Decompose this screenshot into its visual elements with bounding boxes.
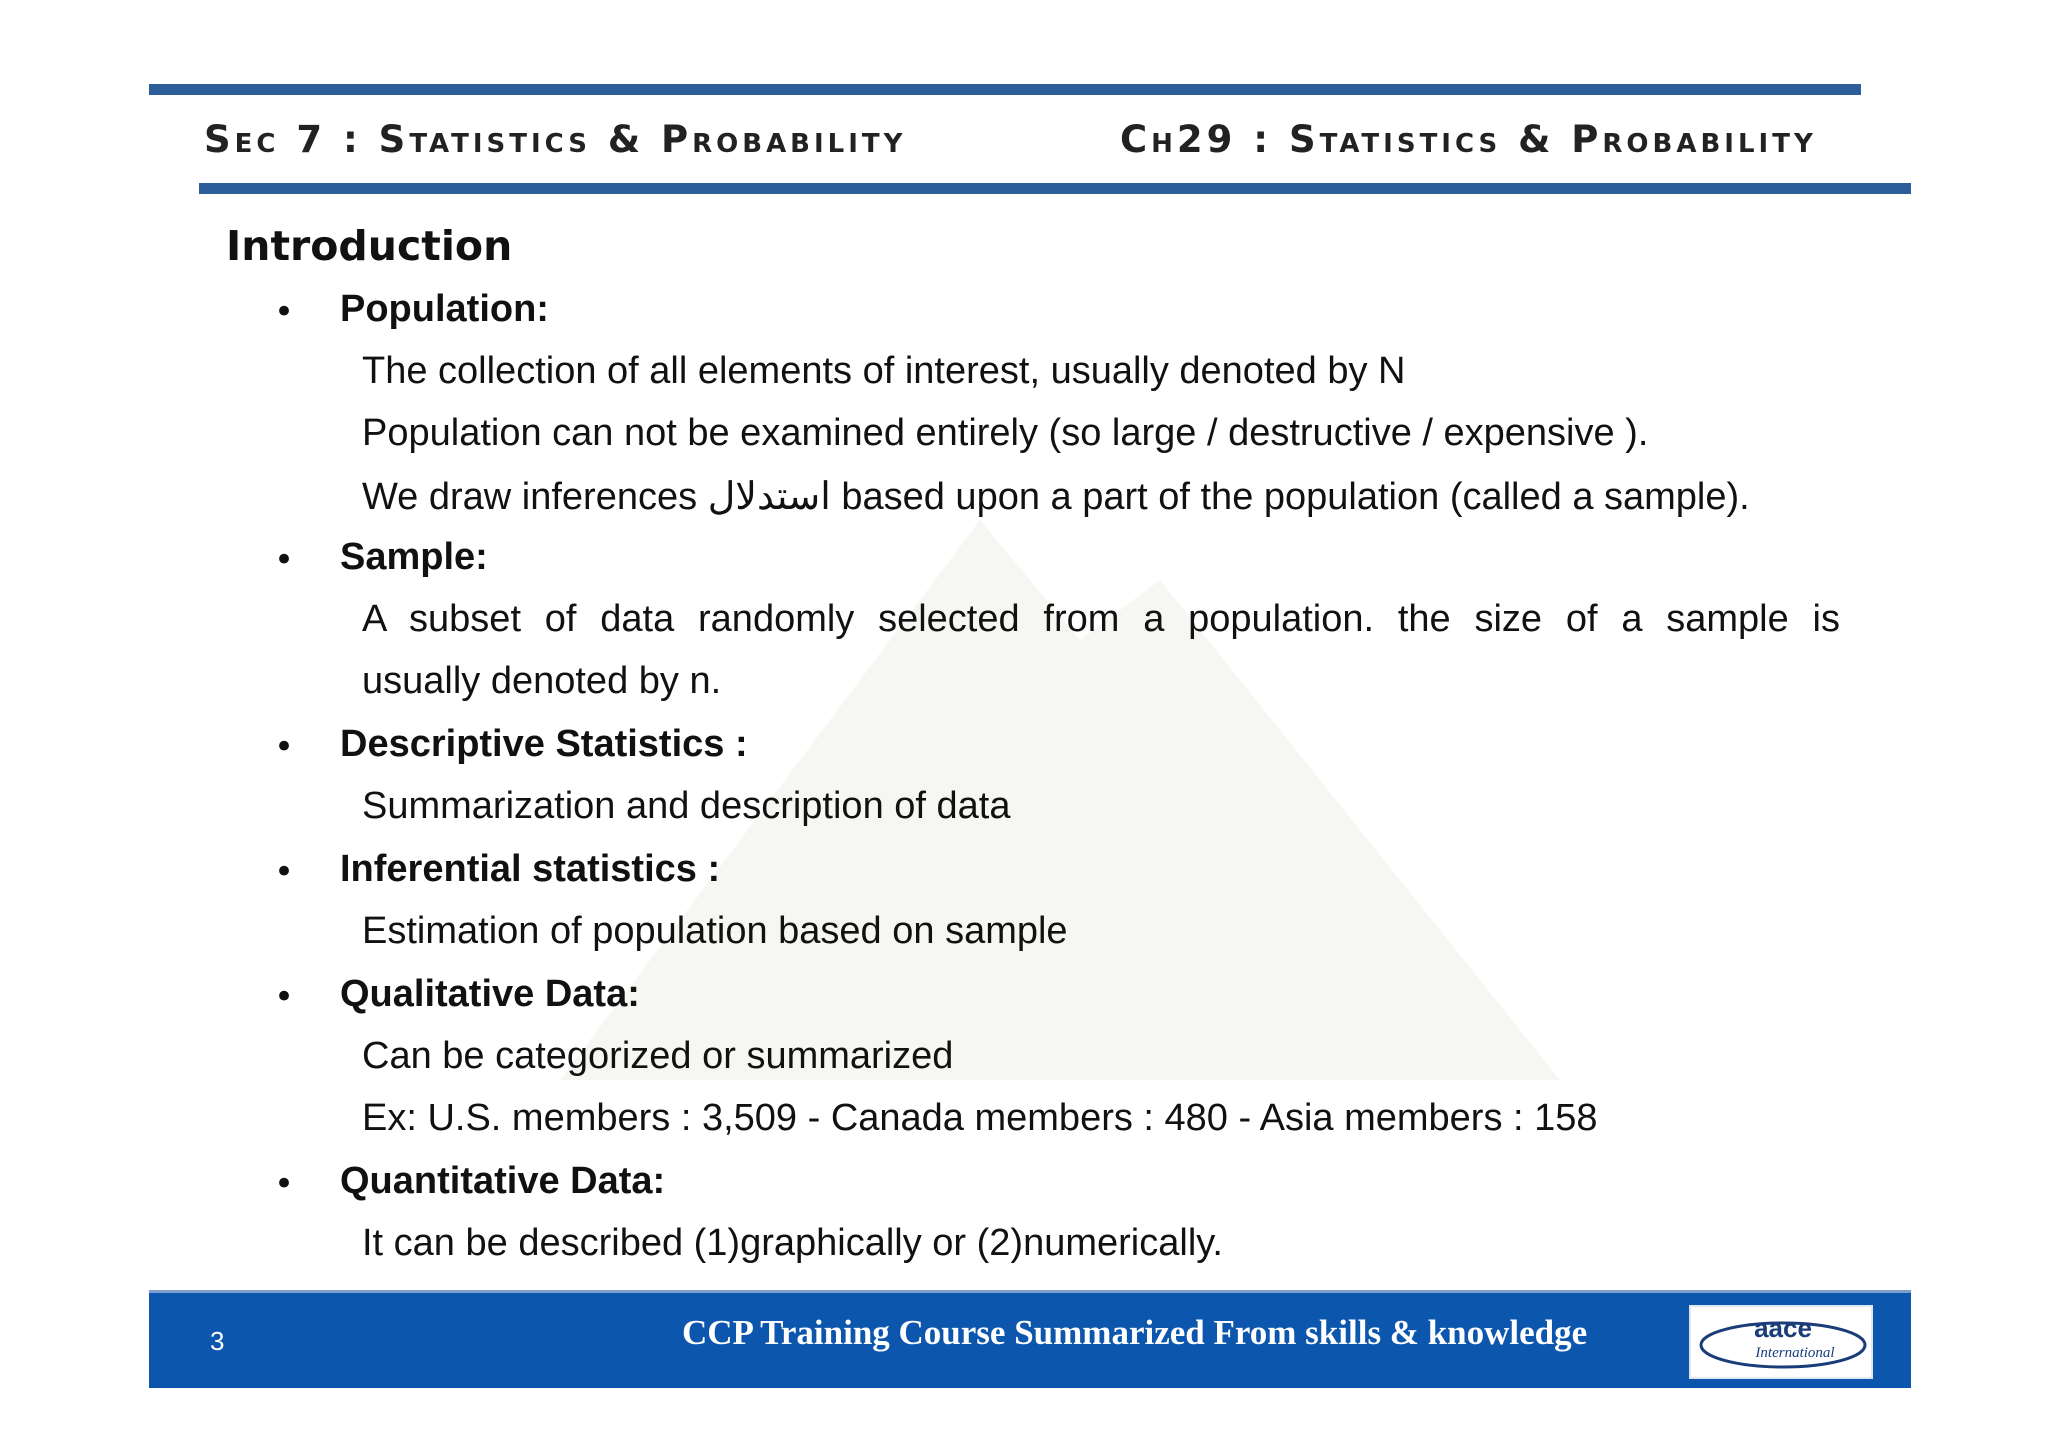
- logo-text: aace: [1754, 1313, 1812, 1343]
- population-line-1: The collection of all elements of interest, usually denoted by N: [362, 350, 1406, 392]
- term-population: Population:: [340, 288, 549, 330]
- bullet-inferential: •: [274, 852, 295, 892]
- footer-top-rule: [149, 1290, 1911, 1293]
- bullet-descriptive: •: [274, 727, 295, 767]
- aace-logo-icon: [1691, 1307, 1871, 1377]
- quantitative-line-1: It can be described (1)graphically or (2)numerically.: [362, 1222, 1223, 1264]
- qualitative-line-2: Ex: U.S. members : 3,509 - Canada members : 480 - Asia members : 158: [362, 1097, 1598, 1139]
- bullet-population: •: [274, 292, 295, 332]
- inferential-line-1: Estimation of population based on sample: [362, 910, 1068, 952]
- section-heading: Sec 7 : Statistics & Probability: [204, 118, 907, 161]
- slide-title: Introduction: [226, 222, 513, 270]
- footer-course-text: CCP Training Course Summarized From skills & knowledge: [682, 1313, 1588, 1352]
- term-sample: Sample:: [340, 536, 488, 578]
- qualitative-line-1: Can be categorized or summarized: [362, 1035, 954, 1077]
- aace-logo: [1689, 1305, 1873, 1379]
- population-line-3: We draw inferences استدلال based upon a part of the population (called a sample).: [362, 476, 1750, 518]
- population-line-2: Population can not be examined entirely (so large / destructive / expensive ).: [362, 412, 1649, 454]
- bullet-qualitative: •: [274, 977, 295, 1017]
- descriptive-line-1: Summarization and description of data: [362, 785, 1011, 827]
- bullet-sample: •: [274, 540, 295, 580]
- logo-subtext: International: [1755, 1345, 1835, 1361]
- term-quantitative-data: Quantitative Data:: [340, 1160, 666, 1202]
- sample-line-1: A subset of data randomly selected from a population. the size of a sample is: [362, 598, 1840, 640]
- term-descriptive-statistics: Descriptive Statistics :: [340, 723, 748, 765]
- bullet-quantitative: •: [274, 1164, 295, 1204]
- sample-line-2: usually denoted by n.: [362, 660, 722, 702]
- term-qualitative-data: Qualitative Data:: [340, 973, 640, 1015]
- term-inferential-statistics: Inferential statistics :: [340, 848, 721, 890]
- chapter-heading: Ch29 : Statistics & Probability: [1120, 118, 1817, 161]
- page-number: 3: [210, 1326, 225, 1356]
